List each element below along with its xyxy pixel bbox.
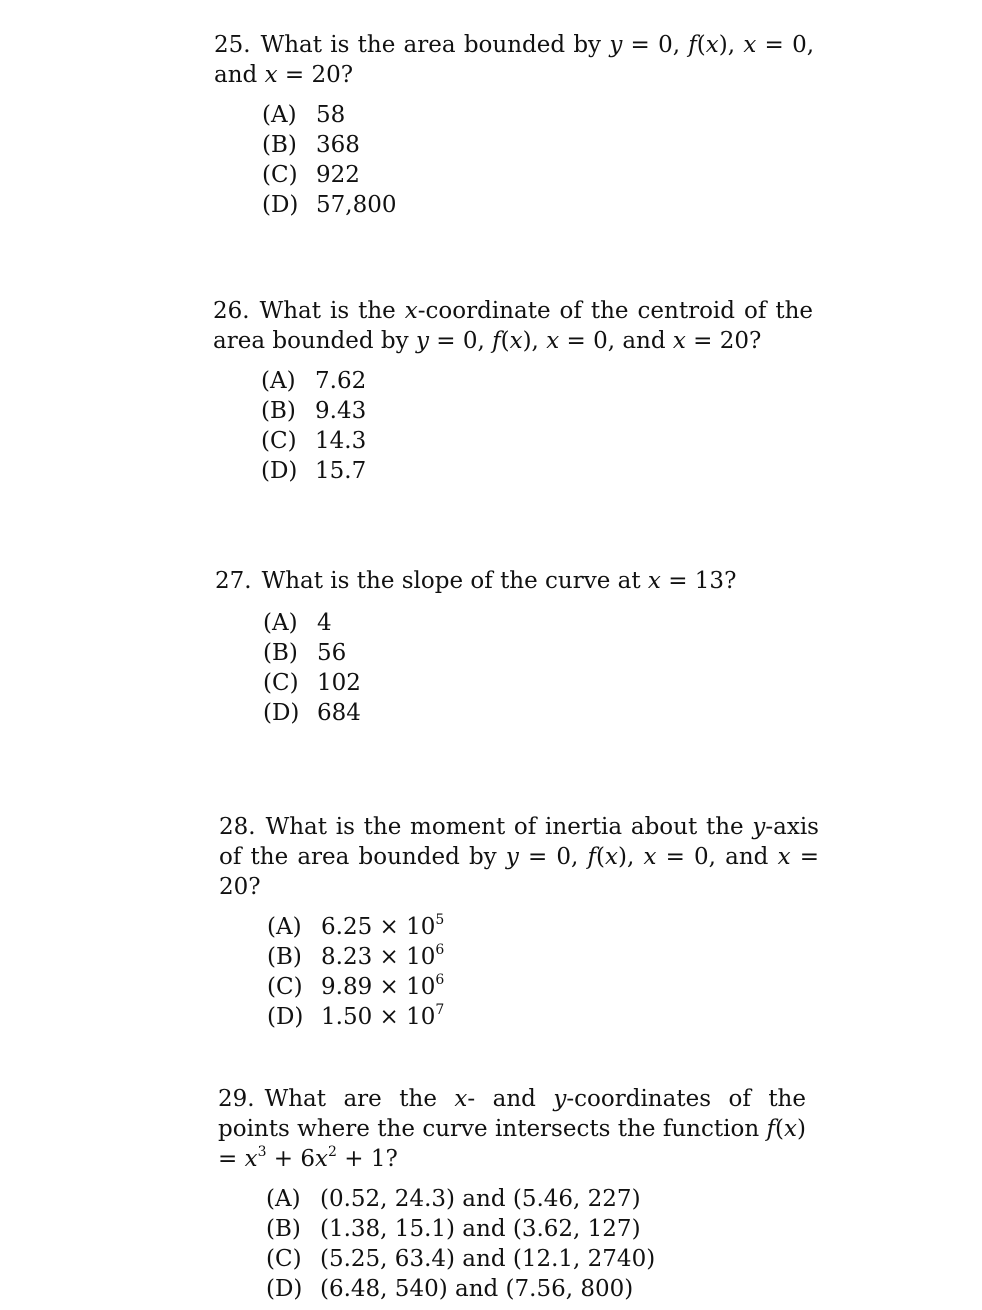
choice-b[interactable]	[262, 130, 814, 160]
choice-value: 58	[316, 102, 346, 128]
choice-exponent: 5	[435, 912, 445, 928]
choice-letter: (B)	[262, 132, 297, 158]
choice-c[interactable]	[263, 668, 815, 698]
stem-text: What is the	[259, 298, 405, 324]
question-27	[215, 566, 815, 728]
choice-exponent: 7	[435, 1002, 445, 1018]
choice-b[interactable]	[267, 942, 819, 972]
question-number: 26.	[213, 298, 250, 324]
choice-letter: (C)	[266, 1246, 302, 1272]
choice-value: 56	[317, 640, 347, 666]
math-var: x	[264, 62, 278, 88]
math-exponent: 2	[328, 1144, 337, 1160]
stem-text: (	[696, 32, 706, 58]
math-var: x	[647, 568, 661, 594]
math-var: x	[705, 32, 719, 58]
question-stem	[219, 812, 819, 902]
choice-a[interactable]	[261, 366, 813, 396]
question-number: 25.	[214, 32, 251, 58]
math-var: x	[509, 328, 523, 354]
math-var: y	[752, 814, 766, 840]
choice-letter: (C)	[267, 974, 303, 1000]
stem-text: (	[596, 844, 606, 870]
choice-value: 8.23 × 10	[321, 944, 436, 970]
math-var: x	[743, 32, 757, 58]
math-var: x	[605, 844, 619, 870]
choice-a[interactable]	[267, 912, 819, 942]
question-number: 27.	[215, 568, 252, 594]
choice-value: (6.48, 540) and (7.56, 800)	[320, 1276, 634, 1302]
choice-letter: (D)	[266, 1276, 303, 1302]
stem-text: = 0,	[622, 32, 689, 58]
stem-text: -coordinates of the points where the curve intersects the function	[218, 1086, 806, 1142]
choice-d[interactable]	[266, 1274, 806, 1304]
math-var: y	[553, 1086, 567, 1112]
choice-letter: (D)	[267, 1004, 304, 1030]
stem-text: = 20?	[277, 62, 354, 88]
stem-text: = 13?	[660, 568, 737, 594]
choice-letter: (A)	[266, 1186, 301, 1212]
math-var: x	[315, 1146, 329, 1172]
choice-letter: (D)	[263, 700, 300, 726]
stem-text: + 1?	[336, 1146, 398, 1172]
choice-d[interactable]	[263, 698, 815, 728]
choice-value: 6.25 × 10	[321, 914, 436, 940]
answer-choices	[267, 912, 819, 1032]
choice-letter: (A)	[262, 102, 297, 128]
math-exponent: 3	[257, 1144, 267, 1160]
stem-text: ),	[618, 844, 644, 870]
choice-exponent: 6	[435, 942, 445, 958]
stem-text: -coordinate of the centroid of the area bounded by	[213, 298, 813, 354]
question-26	[213, 296, 813, 486]
choice-exponent: 6	[435, 972, 445, 988]
choice-b[interactable]	[263, 638, 815, 668]
math-var: x	[643, 844, 657, 870]
question-29	[218, 1084, 806, 1304]
stem-text: What is the moment of inertia about the	[265, 814, 753, 840]
math-var: x	[777, 844, 791, 870]
math-var: x	[244, 1146, 258, 1172]
answer-choices	[262, 100, 814, 220]
stem-text: + 6	[266, 1146, 316, 1172]
choice-letter: (A)	[261, 368, 296, 394]
choice-letter: (C)	[262, 162, 298, 188]
stem-text: = 0, and	[559, 328, 673, 354]
stem-text: = 20?	[685, 328, 762, 354]
question-stem	[214, 30, 814, 90]
answer-choices	[263, 608, 815, 728]
choice-letter: (A)	[263, 610, 298, 636]
choice-value: 9.43	[315, 398, 367, 424]
choice-value: 57,800	[316, 192, 397, 218]
choice-b[interactable]	[261, 396, 813, 426]
question-28	[219, 812, 819, 1032]
choice-value: 7.62	[315, 368, 367, 394]
choice-letter: (A)	[267, 914, 302, 940]
math-var: f	[587, 844, 597, 870]
choice-a[interactable]	[263, 608, 815, 638]
stem-text: = 0, and	[656, 844, 778, 870]
stem-text: ),	[522, 328, 547, 354]
stem-text: What is the slope of the curve at	[261, 568, 648, 594]
choice-value: 684	[317, 700, 361, 726]
choice-letter: (D)	[261, 458, 298, 484]
stem-text: = 0,	[428, 328, 493, 354]
stem-text: (	[500, 328, 510, 354]
stem-text: What is the area bounded by	[260, 32, 610, 58]
math-var: y	[609, 32, 623, 58]
choice-a[interactable]	[262, 100, 814, 130]
stem-text: - and	[467, 1086, 554, 1112]
choice-c[interactable]	[261, 426, 813, 456]
choice-letter: (C)	[263, 670, 299, 696]
math-var: f	[492, 328, 501, 354]
question-number: 29.	[218, 1086, 255, 1112]
math-var: y	[505, 844, 519, 870]
choice-value: 15.7	[315, 458, 367, 484]
question-stem	[213, 296, 813, 356]
math-var: f	[688, 32, 697, 58]
choice-value: 102	[317, 670, 361, 696]
math-var: x	[454, 1086, 468, 1112]
stem-text: ),	[718, 32, 744, 58]
choice-d[interactable]	[262, 190, 814, 220]
question-stem	[215, 566, 815, 596]
stem-text: = 0, and	[214, 32, 815, 88]
choice-letter: (B)	[266, 1216, 301, 1242]
math-var: x	[546, 328, 560, 354]
stem-text: -axis of the area bounded by	[219, 814, 819, 870]
choice-c[interactable]	[267, 972, 819, 1002]
stem-text: = 20?	[219, 844, 819, 900]
stem-text: = 0,	[518, 844, 588, 870]
math-var: x	[404, 298, 418, 324]
math-var: y	[415, 328, 429, 354]
choice-d[interactable]	[261, 456, 813, 486]
choice-value: 4	[317, 610, 332, 636]
choice-value: 922	[316, 162, 360, 188]
stem-text: What are the	[264, 1086, 455, 1112]
math-var: x	[672, 328, 686, 354]
math-var: x	[784, 1116, 798, 1142]
question-25	[214, 30, 814, 220]
question-stem	[218, 1084, 806, 1174]
stem-text: (	[775, 1116, 785, 1142]
choice-c[interactable]	[262, 160, 814, 190]
choice-letter: (B)	[263, 640, 298, 666]
choice-value: (5.25, 63.4) and (12.1, 2740)	[320, 1246, 656, 1272]
choice-value: 14.3	[315, 428, 367, 454]
choice-letter: (C)	[261, 428, 297, 454]
choice-b[interactable]	[266, 1214, 806, 1244]
choice-value: (1.38, 15.1) and (3.62, 127)	[320, 1216, 641, 1242]
answer-choices	[261, 366, 813, 486]
choice-value: 368	[316, 132, 360, 158]
stem-text: ) =	[218, 1116, 806, 1172]
choice-letter: (B)	[261, 398, 296, 424]
choice-letter: (D)	[262, 192, 299, 218]
choice-c[interactable]	[266, 1244, 806, 1274]
choice-value: 1.50 × 10	[321, 1004, 436, 1030]
answer-choices	[266, 1184, 806, 1304]
math-var: f	[766, 1116, 776, 1142]
choice-a[interactable]	[266, 1184, 806, 1214]
choice-value: 9.89 × 10	[321, 974, 436, 1000]
choice-letter: (B)	[267, 944, 302, 970]
choice-d[interactable]	[267, 1002, 819, 1032]
question-number: 28.	[219, 814, 256, 840]
choice-value: (0.52, 24.3) and (5.46, 227)	[320, 1186, 641, 1212]
